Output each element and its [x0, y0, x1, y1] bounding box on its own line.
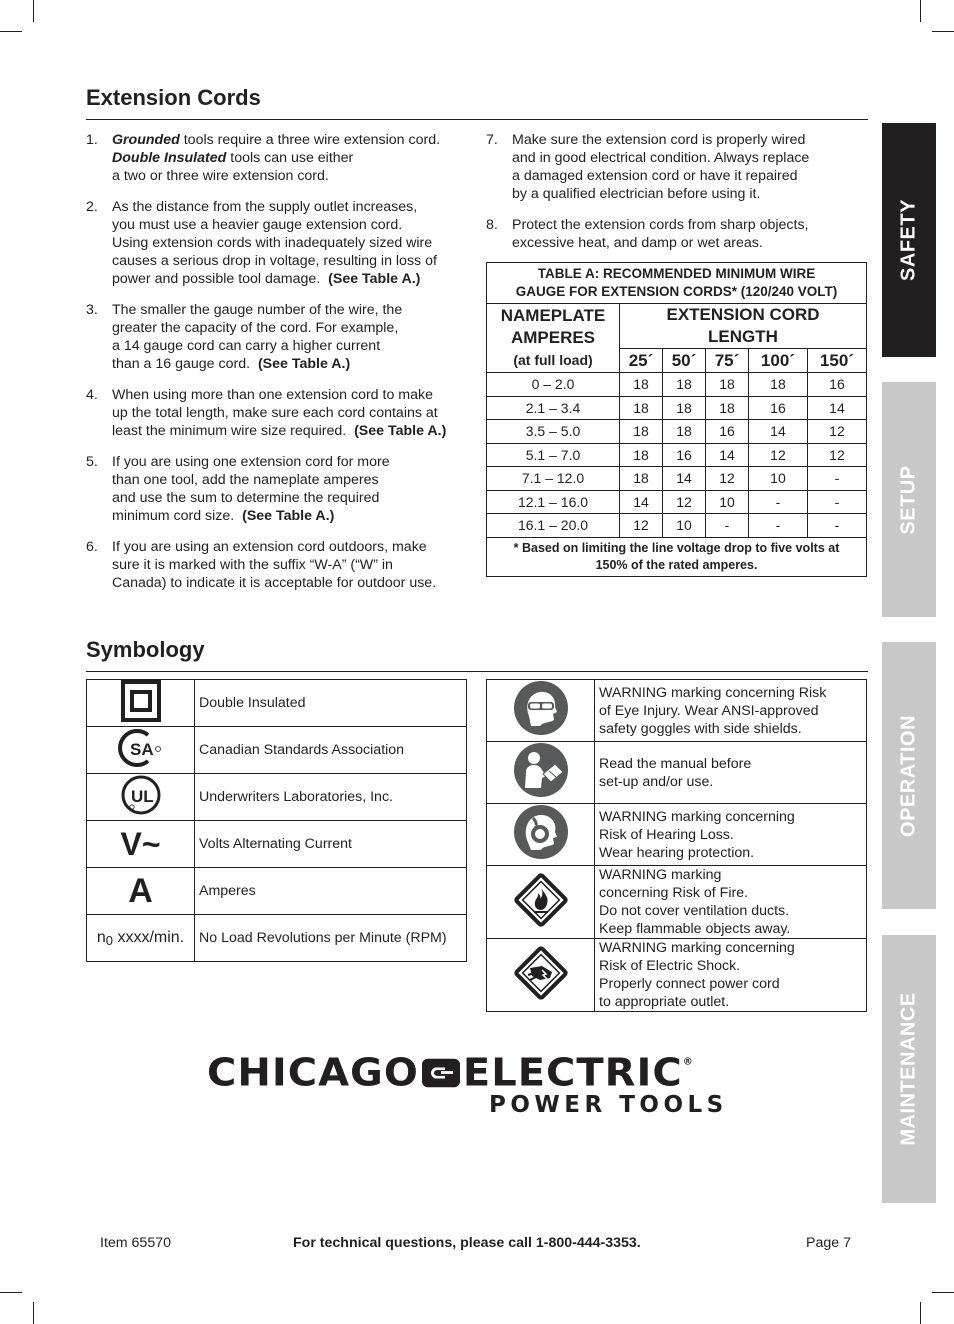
list-item: 8. Protect the extension cords from sharp objects, excessive heat, and damp or wet areas.	[486, 217, 809, 251]
tab-maintenance[interactable]: MAINTENANCE	[882, 935, 936, 1203]
table-caption: TABLE A: RECOMMENDED MINIMUM WIRE GAUGE FOR EXTENSION CORDS* (120/240 VOLT)	[487, 263, 867, 304]
extension-cords-list-left	[86, 131, 476, 605]
brand-word-electric: ELECTRIC	[462, 1051, 683, 1095]
plug-logo-icon	[422, 1059, 460, 1088]
symbol-table-right	[486, 679, 867, 1012]
table-row: 2.1 – 3.4 18 18 18 16 14	[487, 396, 867, 420]
symbol-table-left	[86, 679, 467, 962]
hearing-protection-icon	[487, 804, 595, 866]
double-insulated-icon	[87, 680, 195, 727]
read-manual-icon	[487, 742, 595, 804]
length-column-header: EXTENSION CORD LENGTH	[620, 304, 867, 349]
crop-mark	[920, 0, 921, 22]
volts-ac-icon: V~	[87, 821, 195, 868]
wire-gauge-table	[486, 262, 867, 577]
list-item: 1. Grounded tools require a three wire extension cord. Double Insulated tools can use either a two or three wire extension cord.	[86, 132, 441, 184]
brand-word-chicago: CHICAGO	[207, 1051, 419, 1095]
crop-mark	[0, 1292, 22, 1293]
crop-mark	[920, 1302, 921, 1324]
table-row: WARNING marking concerning Risk of Hearing Loss. Wear hearing protection.	[487, 804, 867, 866]
table-row: n0 xxxx/min. No Load Revolutions per Minute (RPM)	[87, 915, 467, 962]
electric-shock-icon	[487, 939, 595, 1012]
list-item: 4. When using more than one extension cord to make up the total length, make sure each cord contains at least the minimum wire size required. (See Table A.)	[86, 387, 447, 439]
table-row: UL Underwriters Laboratories, Inc.	[87, 774, 467, 821]
length-header-cell: 25´	[620, 349, 663, 373]
list-item: 3. The smaller the gauge number of the wire, the greater the capacity of the cord. For example, a 14 gauge cord can carry a higher current than a 16 gauge cord. (See Table A.)	[86, 302, 403, 372]
list-item: 7. Make sure the extension cord is properly wired and in good electrical condition. Always replace a damaged extension cord or have it repaired by a qualified electrician before using it.	[486, 132, 810, 202]
item-number: Item 65570	[100, 1235, 171, 1251]
length-header-cell: 75´	[706, 349, 749, 373]
csa-icon	[87, 727, 195, 774]
list-item: 5. If you are using one extension cord for more than one tool, add the nameplate amperes and use the sum to determine the required minimum cord size. (See Table A.)	[86, 454, 390, 524]
heading-rule	[86, 119, 868, 120]
amperes-column-header: NAMEPLATE AMPERES (at full load)	[487, 304, 620, 373]
table-row: SA Canadian Standards Association	[87, 727, 467, 774]
tab-setup[interactable]: SETUP	[882, 382, 936, 617]
table-row: Read the manual before set-up and/or use.	[487, 742, 867, 804]
brand-tagline: POWER TOOLS	[489, 1092, 728, 1118]
crop-mark	[932, 31, 954, 32]
tab-safety[interactable]: SAFETY	[882, 123, 936, 357]
amperes-icon: A	[87, 868, 195, 915]
svg-text:UL: UL	[130, 787, 154, 806]
technical-support-phone: For technical questions, please call 1-800-444-3353.	[293, 1235, 641, 1251]
table-row: 12.1 – 16.0 14 12 10 - -	[487, 490, 867, 514]
table-row: 0 – 2.0 18 18 18 18 16	[487, 373, 867, 397]
length-header-cell: 100´	[749, 349, 808, 373]
tab-operation[interactable]: OPERATION	[882, 642, 936, 909]
crop-mark	[33, 1302, 34, 1324]
crop-mark	[33, 0, 34, 22]
length-header-cell: 150´	[807, 349, 866, 373]
fire-hazard-icon	[487, 866, 595, 939]
table-row: Double Insulated	[87, 680, 467, 727]
table-row: WARNING marking concerning Risk of Eye Injury. Wear ANSI-approved safety goggles with side shields.	[487, 680, 867, 742]
extension-cords-heading: Extension Cords	[86, 85, 261, 110]
table-row: 16.1 – 20.0 12 10 - - -	[487, 514, 867, 538]
page-number: Page 7	[806, 1235, 851, 1251]
table-row: 7.1 – 12.0 18 14 12 10 -	[487, 467, 867, 491]
no-load-rpm-icon: n0 xxxx/min.	[87, 915, 195, 962]
table-row: WARNING marking concerning Risk of Electric Shock. Properly connect power cord to appropriate outlet.	[487, 939, 867, 1012]
table-footnote: * Based on limiting the line voltage drop to five volts at 150% of the rated amperes.	[487, 537, 867, 576]
table-row: 5.1 – 7.0 18 16 14 12 12	[487, 443, 867, 467]
list-item: 2. As the distance from the supply outlet increases, you must use a heavier gauge extension cord. Using extension cords with inadequately sized wire causes a serious drop in voltage, resulting in loss of power and possible tool damage. (See Table A.)	[86, 199, 437, 287]
table-row: A Amperes	[87, 868, 467, 915]
list-item: 6. If you are using an extension cord outdoors, make sure it is marked with the suffix “W-A” (“W” in Canada) to indicate it is acceptable for outdoor use.	[86, 539, 437, 591]
table-row: WARNING marking concerning Risk of Fire. Do not cover ventilation ducts. Keep flammable objects away.	[487, 866, 867, 939]
ul-icon	[87, 774, 195, 821]
crop-mark	[932, 1292, 954, 1293]
svg-text:SA: SA	[129, 740, 154, 759]
extension-cords-list-right	[486, 131, 866, 265]
length-header-cell: 50´	[663, 349, 706, 373]
symbology-heading: Symbology	[86, 637, 205, 662]
table-row: V~ Volts Alternating Current	[87, 821, 467, 868]
crop-mark	[0, 31, 22, 32]
safety-goggles-icon	[487, 680, 595, 742]
table-row: 3.5 – 5.0 18 18 16 14 12	[487, 420, 867, 444]
heading-rule	[86, 671, 868, 672]
